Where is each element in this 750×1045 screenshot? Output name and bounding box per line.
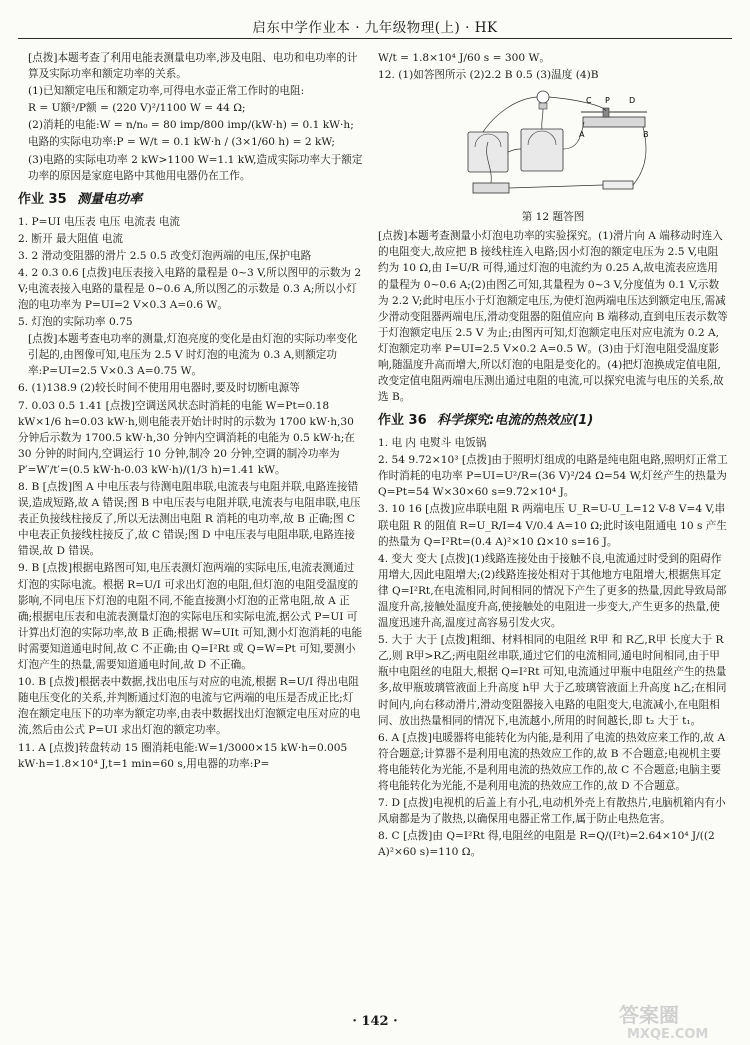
circuit-diagram <box>453 87 653 207</box>
watermark-line2: MXQE.COM <box>627 1027 709 1042</box>
answer-item: 1. P=UI 电压表 电压 电流表 电流 <box>18 215 180 228</box>
battery-icon <box>473 183 509 193</box>
answer-item: 2. 断开 最大阻值 电流 <box>18 232 123 245</box>
label-A: A <box>579 130 585 140</box>
answer-item: 8. B [点拨]图 A 中电压表与待测电阻串联,电流表与电阻并联,电路连接错误,造成短路,故 A 错误;图 B 中电压表与电阻并联,电流表与电阻串联,电压表正负接线柱接反了,所以无法测出电阻 R 消耗的电功率,故 B 正确;图 C 中电表正负接线柱接反了,故 C 错误;图 D 中电压表与电阻串联,电路连接错误,故 D 错误。 <box>18 481 361 558</box>
answer-line: [点拨]本题考查了利用电能表测量电功率,涉及电阻、电功和电功率的计算及实际功率和额定功率的关系。 <box>28 52 358 81</box>
answer-item: 5. 大于 大于 [点拨]粗细、材料相同的电阻丝 R甲 和 R乙,R甲 长度大于 R乙,则 R甲>R乙;两电阻丝串联,通过它们的电流相同,通电时间相同,由于甲瓶中电阻丝的电阻大,根据 Q=I²Rt 可知,电流通过甲瓶中电阻丝产生的热量多,故甲瓶玻璃管液面上升高度 h甲 大于乙玻璃管液面上升高度 h乙;在相同时间内,向右移动滑片,滑动变阻器接入电路的电阻变大,电流减小,在电阻相同、放出热量相同的情况下,电流越小,所用的时间越长,即 t₂ 大于 t₁。 <box>378 634 727 727</box>
figure-caption: 第 12 题答图 <box>521 211 585 224</box>
answer-item: 4. 变大 变大 [点拨](1)线路连接处由于接触不良,电流通过时受到的阻碍作用增大,因此电阻增大;(2)线路连接处相对于其他地方电阻增大,根据焦耳定律 Q=I²Rt,在电流相同,时间相同的情况下产生了更多的热量,因此导致局部温度升高,接触处温度升高,使接触处的电阻进一步变大,产生更多的热量,使温度迅速升高,温度过高容易引发火灾。 <box>378 552 727 630</box>
answer-item: 6. A [点拨]电暖器将电能转化为内能,是利用了电流的热效应来工作的,故 A 符合题意;计算器不是利用电流的热效应工作的,故 B 不合题意;电视机主要将电能转化为光能,不是利用电流的热效应工作的,故 C 不合题意;电脑主要将电能转化为光能,不是利用电流的热效应工作的,故 D 不合题意。 <box>378 731 726 793</box>
answer-item: 2. 54 9.72×10³ [点拨]由于照明灯组成的电路是纯电阻电路,照明灯正常工作时消耗的电功率 P=UI=U²/R=(36 V)²/24 Ω=54 W,灯丝产生的热量为 Q=Pt=54 W×30×60 s=9.72×10⁴ J。 <box>378 454 728 499</box>
answer-item: 5. 灯泡的实际功率 0.75 <box>18 316 133 329</box>
answer-line: (1)已知额定电压和额定功率,可得电水壶正常工作时的电阻: <box>28 85 305 98</box>
label-D: D <box>629 96 636 106</box>
answer-item: 3. 10 16 [点拨]应串联电阻 R 两端电压 U_R=U-U_L=12 V-8 V=4 V,串联电阻 R 的阻值 R=U_R/I=4 V/0.4 A=10 Ω;此时该电阻通电 10 s 产生的热量为 Q=I²Rt=(0.4 A)²×10 Ω×10 s=16 J。 <box>378 503 727 548</box>
answer-item: 4. 2 0.3 0.6 [点拨]电压表接入电路的量程是 0~3 V,所以图甲的示数为 2 V;电流表接入电路的量程是 0~0.6 A,所以图乙的示数是 0.3 A;所以小灯泡的电功率为 P=UI=2 V×0.3 A=0.6 W。 <box>18 266 362 311</box>
answer-line: [点拨]本题考查测量小灯泡电功率的实验探究。(1)滑片向 A 端移动时连入的电阻变大,故应把 B 接线柱连入电路;因小灯泡的额定电压为 2.5 V,电阻约为 10 Ω,由 I=U/R 可得,通过灯泡的电流约为 0.25 A,故电流表应选用的量程为 0~0.6 A;(2)由图乙可知,其量程为 0~3 V,分度值为 0.1 V,示数为 2.2 V;此时电压小于灯泡额定电压,为使灯泡两端电压达到额定电压,需减少滑动变阻器两端电压,滑动变阻器的阻值应向 B 端移动,直到电压表示数等于灯泡额定电压 2.5 V 为止;由图丙可知,灯泡额定电压对应电流为 0.2 A,灯泡额定功率 P=UI=2.5 V×0.2 A=0.5 W。(3)由于灯泡电阻受温度影响,随温度升高而增大,所以灯泡的电阻是变化的。(4)把灯泡换成定值电阻,改变定值电阻两端电压测出通过电阻的电流,可以探究电流与电压的关系,故选 B。 <box>378 230 728 404</box>
answer-item: 11. A [点拨]转盘转动 15 圈消耗电能:W=1/3000×15 kW·h=0.005 kW·h=1.8×10⁴ J,t=1 min=60 s,用电器的功率:P= <box>18 741 348 770</box>
switch-icon <box>603 181 633 189</box>
section-heading-36 <box>378 411 728 431</box>
section-label: 作业 36 <box>378 413 427 429</box>
header-rule <box>18 38 732 39</box>
label-B: B <box>643 130 649 140</box>
answer-item: 10. B [点拨]根据表中数据,找出电压与对应的电流,根据 R=U/I 得出电阻随电压变化的关系,并判断通过灯泡的电流与它两端的电压是否成正比;灯泡在额定电压下的功率为额定功率,由表中数据找出灯泡额定电压对应的电流,然后由公式 P=UI 求出灯泡的额定功率。 <box>18 676 361 737</box>
answer-line: (3)电路的实际电功率 2 kW>1100 W=1.1 kW,造成实际功率大于额定功率的原因是家庭电路中其他用电器仍在工作。 <box>28 153 363 182</box>
watermark-logo <box>613 1000 738 1042</box>
label-C: C <box>586 96 592 106</box>
answer-item: 3. 2 滑动变阻器的滑片 2.5 0.5 改变灯泡两端的电压,保护电路 <box>18 249 312 262</box>
right-column <box>378 50 728 862</box>
label-P: P <box>605 96 610 106</box>
circuit-figure <box>453 87 653 207</box>
voltmeter-icon <box>468 132 508 172</box>
answer-line: (2)消耗的电能:W = n/n₀ = 80 imp/800 imp/(kW·h) = 0.1 kW·h; <box>28 119 354 132</box>
ammeter-icon <box>521 129 563 171</box>
answer-item: 8. C [点拨]由 Q=I²Rt 得,电阻丝的电阻是 R=Q/(I²t)=2.64×10⁴ J/((2 A)²×60 s)=110 Ω。 <box>378 830 715 859</box>
rheostat-icon <box>583 117 645 127</box>
answer-item: 9. B [点拨]根据电路图可知,电压表测灯泡两端的实际电压,电流表测通过灯泡的实际电流。根据 R=U/I 可求出灯泡的电阻,但灯泡的电阻受温度的影响,不同电压下灯泡的电阻不同,不能直接测小灯泡的正常电阻,故 A 正确;根据电压表和电流表测量灯泡的实际电压和实际电流,据公式 P=UI 可计算出灯泡的实际功率,故 B 正确;根据 W=UIt 可知,测小灯泡消耗的电能时需要知道通电时间,故 C 不正确;由 Q=I²Rt 或 Q=W=Pt 可知,要测小灯泡产生的热量,需要知道通电时间,故 D 不正确。 <box>18 562 363 672</box>
left-column <box>18 50 363 773</box>
answer-item: 6. (1)138.9 (2)较长时间不使用用电器时,要及时切断电源等 <box>18 382 300 395</box>
answer-line: R = U额²/P额 = (220 V)²/1100 W = 44 Ω; <box>28 102 246 115</box>
answer-line: 12. (1)如答图所示 (2)2.2 B 0.5 (3)温度 (4)B <box>378 69 599 82</box>
answer-item: 1. 电 内 电熨斗 电饭锅 <box>378 437 487 450</box>
bulb-icon <box>537 91 549 103</box>
page-number: · 142 · <box>352 1014 398 1029</box>
section-title: 测量电功率 <box>77 191 143 207</box>
section-title: 科学探究:电流的热效应(1) <box>437 413 594 429</box>
answer-item: 7. 0.03 0.5 1.41 [点拨]空调送风状态时消耗的电能 W=Pt=0.18 kW×1/6 h=0.03 kW·h,则电能表开始计时时的示数为 1700 kW·h,30 分钟后示数为 1700.5 kW·h,30 分钟内空调消耗的电能为 0.5 kW·h;在 30 分钟的时间内,空调运行 10 分钟,制冷 20 分钟,空调的制冷功率为 P′=W′/t′=(0.5 kW·h-0.03 kW·h)/(1/3 h)=1.41 kW。 <box>18 399 355 476</box>
page-header: 启东中学作业本 · 九年级物理(上) · HK <box>252 20 498 36</box>
answer-item: [点拨]本题考查电功率的测量,灯泡亮度的变化是由灯泡的实际功率变化引起的,由图像可知,电压为 2.5 V 时灯泡的电流为 0.3 A,则额定功率:P=UI=2.5 V×0.3 A=0.75 W。 <box>28 333 358 378</box>
section-label: 作业 35 <box>18 191 67 207</box>
answer-line: 电路的实际电功率:P = W/t = 0.1 kW·h / (3×1/60 h) = 2 kW; <box>28 136 335 149</box>
watermark-line1: 答案圈 <box>619 1003 679 1027</box>
section-heading-35 <box>18 190 363 210</box>
answer-item: 7. D [点拨]电视机的后盖上有小孔,电动机外壳上有散热片,电脑机箱内有小风扇都是为了散热,以确保用电器正常工作,属于防止电热危害。 <box>378 797 726 826</box>
answer-line: W/t = 1.8×10⁴ J/60 s = 300 W。 <box>378 52 550 64</box>
